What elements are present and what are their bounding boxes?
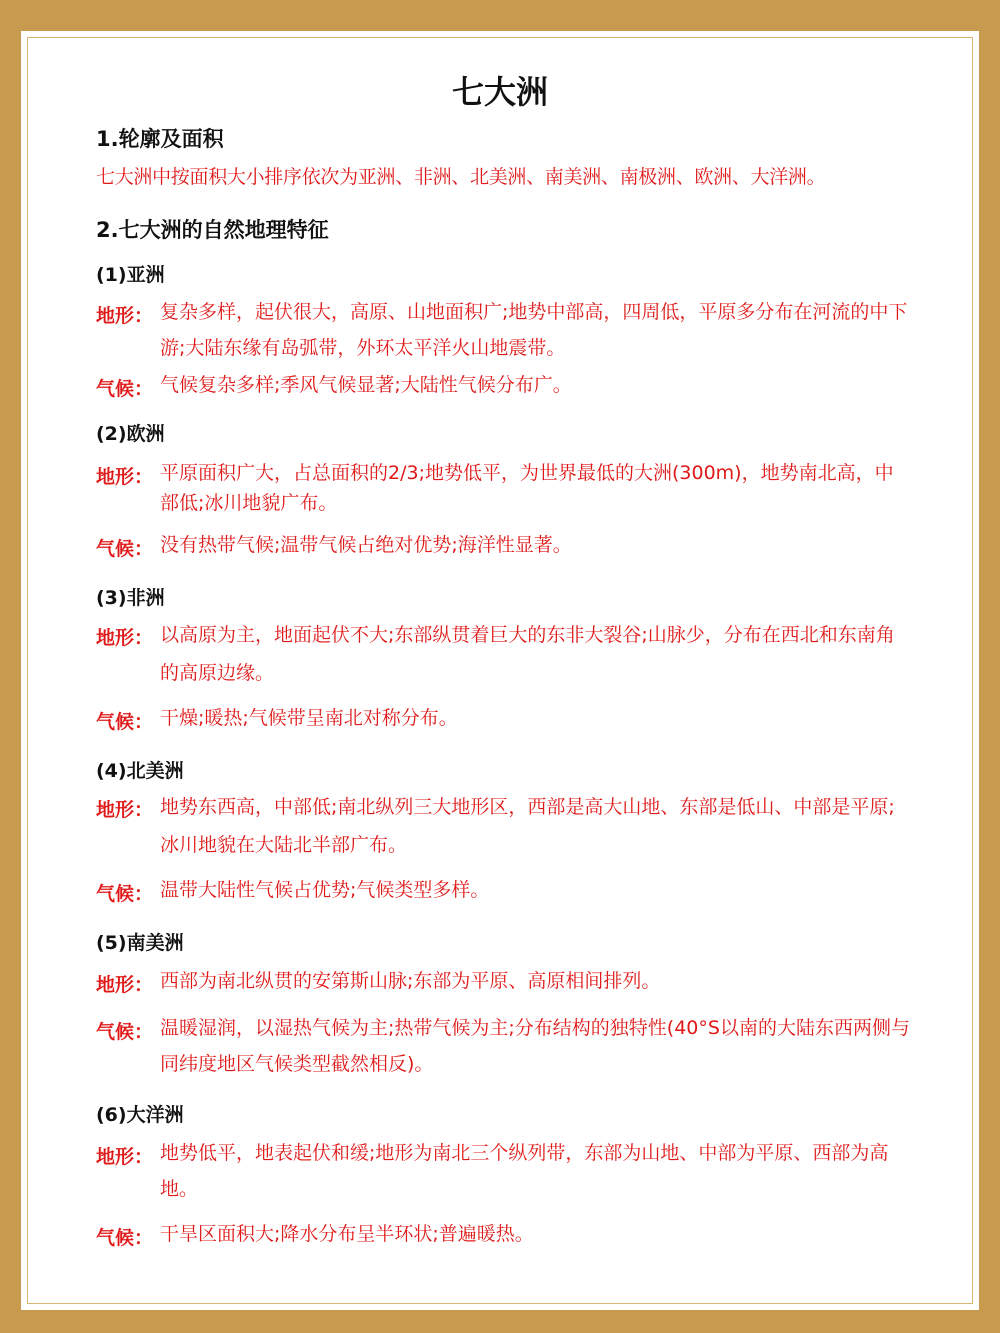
- terrain-label: 地形：: [96, 1146, 154, 1168]
- climate-text: 干旱区面积大;降水分布呈半环状;普遍暖热。: [160, 1223, 534, 1245]
- terrain-text: 地势东西高，中部低;南北纵列三大地形区，西部是高大山地、东部是低山、中部是平原;冰川地貌在大陆北半部广布。: [160, 796, 895, 856]
- continent-heading-africa: (3)非洲: [96, 587, 165, 609]
- terrain-text: 地势低平，地表起伏和缓;地形为南北三个纵列带，东部为山地、中部为平原、西部为高地。: [160, 1142, 889, 1200]
- continent-heading-south-america: (5)南美洲: [96, 932, 184, 954]
- page-title: 七大洲: [451, 73, 548, 111]
- climate-text: 温暖湿润，以湿热气候为主;热带气候为主;分布结构的独特性(40°S以南的大陆东西两侧与同纬度地区气候类型截然相反)。: [160, 1017, 910, 1075]
- climate-label: 气候：: [96, 378, 154, 400]
- terrain-label: 地形：: [96, 466, 154, 488]
- terrain-label: 地形：: [96, 305, 154, 327]
- continent-heading-north-america: (4)北美洲: [96, 760, 184, 782]
- continent-heading-europe: (2)欧洲: [96, 423, 165, 445]
- climate-label: 气候：: [96, 883, 154, 905]
- climate-text: 气候复杂多样;季风气候显著;大陆性气候分布广。: [160, 374, 572, 396]
- section1-heading: 1.轮廓及面积: [96, 127, 224, 151]
- continent-heading-asia: (1)亚洲: [96, 264, 165, 286]
- terrain-label: 地形：: [96, 974, 154, 996]
- climate-label: 气候：: [96, 711, 154, 733]
- terrain-text: 西部为南北纵贯的安第斯山脉;东部为平原、高原相间排列。: [160, 970, 661, 992]
- section2-heading: 2.七大洲的自然地理特征: [96, 218, 329, 242]
- terrain-text: 复杂多样，起伏很大，高原、山地面积广;地势中部高，四周低，平原多分布在河流的中下游;大陆东缘有岛弧带，外环太平洋火山地震带。: [160, 301, 908, 359]
- climate-text: 温带大陆性气候占优势;气候类型多样。: [160, 879, 490, 901]
- climate-text: 没有热带气候;温带气候占绝对优势;海洋性显著。: [160, 534, 572, 556]
- terrain-text: 平原面积广大，占总面积的2/3;地势低平，为世界最低的大洲(300m)，地势南北高，中部低;冰川地貌广布。: [160, 462, 894, 514]
- terrain-text: 以高原为主，地面起伏不大;东部纵贯着巨大的东非大裂谷;山脉少，分布在西北和东南角的高原边缘。: [160, 624, 895, 684]
- section1-text: 七大洲中按面积大小排序依次为亚洲、非洲、北美洲、南美洲、南极洲、欧洲、大洋洲。: [96, 166, 826, 188]
- climate-label: 气候：: [96, 1021, 154, 1043]
- continent-heading-oceania: (6)大洋洲: [96, 1104, 184, 1126]
- climate-label: 气候：: [96, 538, 154, 560]
- terrain-label: 地形：: [96, 799, 154, 821]
- climate-text: 干燥;暖热;气候带呈南北对称分布。: [160, 707, 458, 729]
- terrain-label: 地形：: [96, 627, 154, 649]
- page-frame: [18, 28, 982, 1313]
- climate-label: 气候：: [96, 1227, 154, 1249]
